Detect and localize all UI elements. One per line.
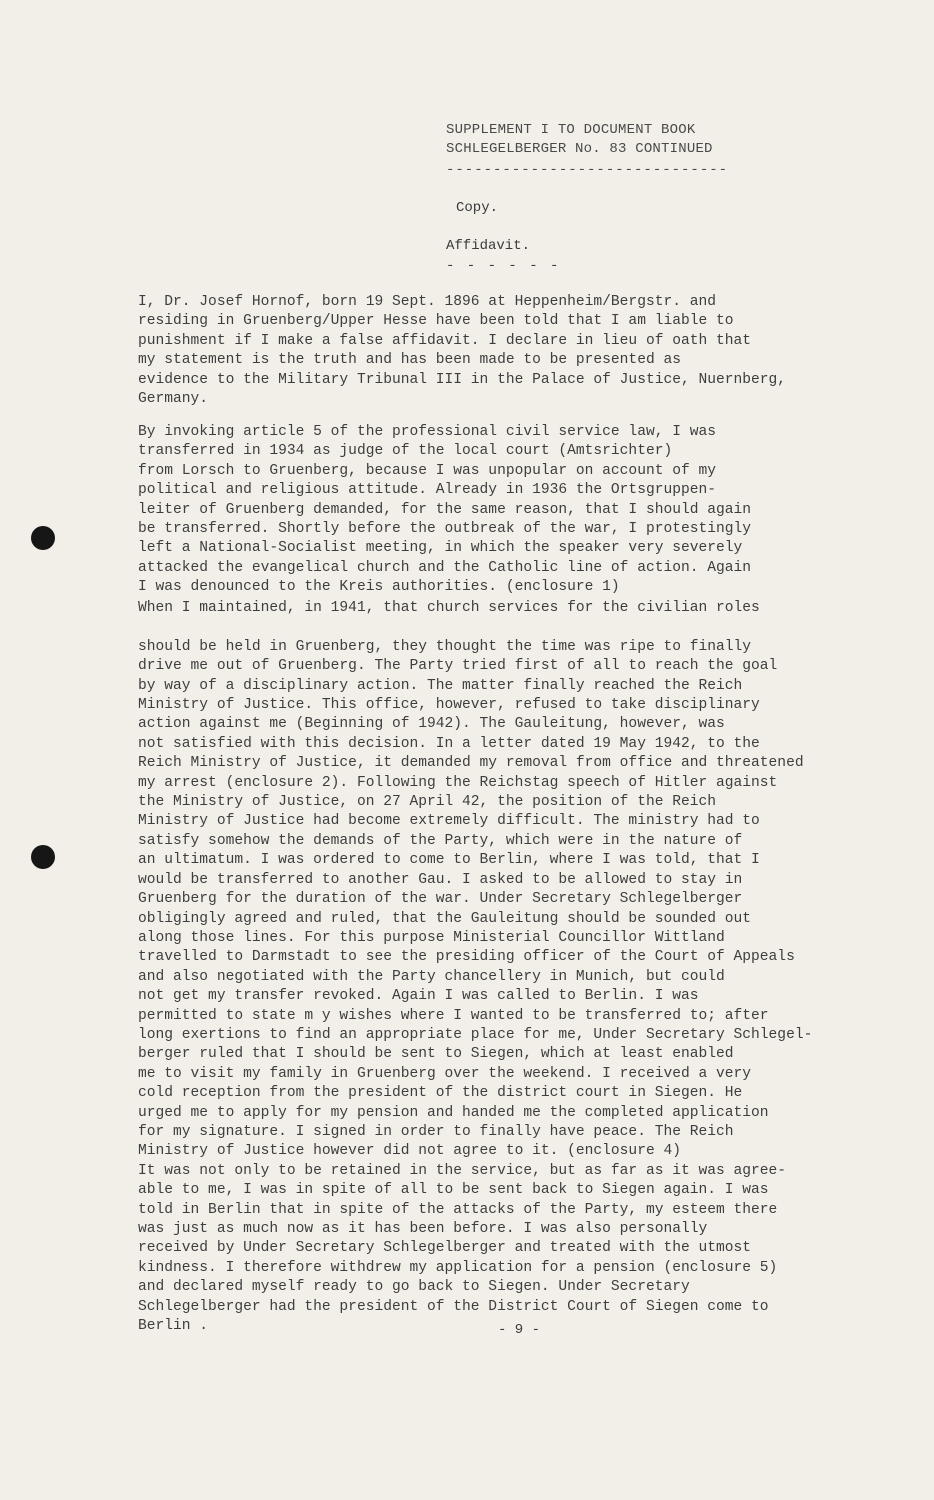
page-number: - 9 - bbox=[498, 1322, 541, 1338]
punch-hole bbox=[31, 845, 55, 869]
affidavit-title-block bbox=[446, 236, 560, 276]
punch-hole bbox=[31, 526, 55, 550]
copy-label: Copy. bbox=[456, 200, 499, 216]
paragraph-intro: I, Dr. Josef Hornof, born 19 Sept. 1896 at Heppenheim/Bergstr. and residing in Gruenberg/Upper Hesse have been told that I am liable to punishment if I make a false affidavit. I declare in lieu of oath that my statement is the truth and has been made to be presented as evidence to the Military Tribunal III in the Palace of Justice, Nuernberg, Germany. bbox=[138, 294, 787, 408]
title-underline: - - - - - - bbox=[446, 258, 561, 274]
paragraph-transfer: By invoking article 5 of the professional civil service law, I was transferred in 1934 as judge of the local court (Amtsrichter) from Lorsch to Gruenberg, because I was unpopular on account of my political and religious attitude. Already in 1936 the Ortsgruppen- leiter of Gruenberg demanded, for the same reason, that I should again be transferred. Shortly before the outbreak of the war, I protestingly left a National-Socialist meeting, in which the speaker very severely attacked the evangelical church and the Catholic line of action. Again I was denounced to the Kreis authorities. (enclosure 1) bbox=[138, 424, 752, 596]
paragraph-church-services: When I maintained, in 1941, that church services for the civilian roles should be held in Gruenberg, they thought the time was ripe to finally drive me out of Gruenberg. The Party tried first of all to reach the goal by way of a disciplinary action. The matter finally reached the Reich Ministry of Justice. This office, however, refused to take disciplinary action against me (Beginning of 1942). The Gauleitung, however, was not satisfied with this decision. In a letter dated 19 May 1942, to the Reich Ministry of Justice, it demanded my removal from office and threatened my arrest (enclosure 2). Following the Reichstag speech of Hitler against the Ministry of Justice, on 27 April 42, the position of the Reich Ministry of Justice had become extremely difficult. The ministry had to satisfy somehow the demands of the Party, which were in the nature of an ultimatum. I was ordered to come to Berlin, where I was told, that I would be transferred to another Gau. I asked to be allowed to stay in Gruenberg for the duration of the war. Under Secretary Schlegelberger obligingly agreed and ruled, that the Gauleitung should be sounded out along those lines. For this purpose Ministerial Councillor Wittland travelled to Darmstadt to see the presiding officer of the Court of Appeals and also negotiated with the Party chancellery in Munich, but could not get my transfer revoked. Again I was called to Berlin. I was permitted to state m y wishes where I wanted to be transferred to; after long exertions to find an appropriate place for me, Under Secretary Schlegel- berger ruled that I should be sent to Siegen, which at least enabled me to visit my family in Gruenberg over the weekend. I received a very cold reception from the president of the district court in Siegen. He urged me to apply for my pension and handed me the completed application for my signature. I signed in order to finally have peace. The Reich Ministry of Justice however did not agree to it. (enclosure 4) It was not only to be retained in the service, but as far as it was agree- able to me, I was in spite of all to be sent back to Siegen again. I was told in Berlin that in spite of the attacks of the Party, my esteem there was just as much now as it has been before. I was also personally received by Under Secretary Schlegelberger and treated with the utmost kindness. I therefore withdrew my application for a pension (enclosure 5) and declared myself ready to go back to Siegen. Under Secretary Schlegelberger had the president of the District Court of Siegen come to Berlin . bbox=[138, 600, 813, 1335]
header-rule: ------------------------------ bbox=[446, 162, 729, 178]
header-line-2: SCHLEGELBERGER No. 83 CONTINUED bbox=[446, 141, 713, 157]
affidavit-title: Affidavit. bbox=[446, 238, 531, 254]
document-header bbox=[446, 121, 728, 180]
header-line-1: SUPPLEMENT I TO DOCUMENT BOOK bbox=[446, 122, 696, 138]
